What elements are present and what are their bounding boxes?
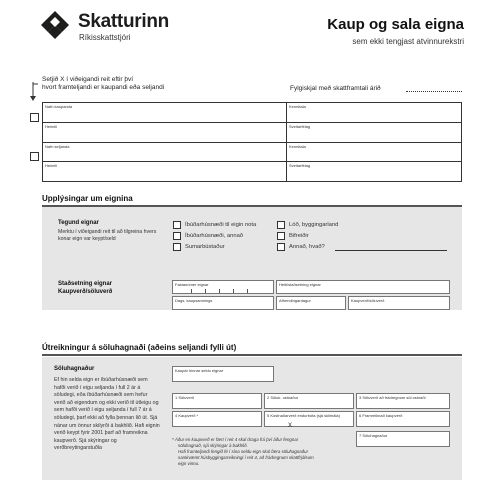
buyer-checkbox[interactable] (30, 113, 39, 122)
option-other-residence-label: Íbúðarhúsnæði, annað (185, 233, 244, 239)
buyer-kt-field[interactable] (287, 103, 461, 123)
location-subtitle: Kaupverð/söluverð (58, 289, 113, 295)
seller-postal-label: Sveitarfélag (289, 163, 311, 168)
x-mark: X (288, 423, 293, 429)
arrow-down-icon (29, 82, 39, 104)
seller-address-label: Heimili (45, 163, 57, 168)
dags-label: Dags. kaupsamnings (175, 298, 213, 303)
option-summer-house-label: Sumarbústaður (185, 244, 225, 250)
logo (38, 8, 72, 42)
parties-table (42, 102, 462, 182)
brand-name: Skatturinn (78, 11, 169, 32)
heiti-field[interactable] (276, 280, 450, 294)
buyer-name-field[interactable] (43, 103, 287, 123)
dags-field[interactable] (172, 296, 274, 310)
seller-name-field[interactable] (43, 143, 287, 162)
field-3-soluverd-net[interactable] (356, 393, 450, 409)
field-7-soluhagnadur[interactable] (356, 431, 450, 447)
option-own-residence-label: Íbúðarhúsnæði til eigin nota (185, 222, 257, 228)
asset-info-heading: Upplýsingar um eignina (42, 194, 133, 203)
afhending-label: Afhendingardagur (279, 298, 311, 303)
field-3-label: 3 Söluverð að frádregnum söl.ostnaði (359, 395, 426, 400)
footnote-line-1: * Áður en kaupverð er fært í reit 4 skal draga frá því áður fengnar (172, 437, 299, 442)
option-land-checkbox[interactable] (277, 221, 285, 229)
buyer-address-field[interactable] (43, 123, 287, 143)
heiti-label: Heiti/staðsetning eignar (279, 282, 321, 287)
seller-address-field[interactable] (43, 162, 287, 181)
instruction-line-1: Setjið X í viðeigandi reit eftir því (42, 76, 134, 83)
footnote-line-4: samkvæmt húsbyggingarreikningi í reit 4, að frádregnum skattfrjálsum (178, 455, 314, 460)
seller-kt-label: Kennitala (289, 144, 306, 149)
page-subtitle: sem ekki tengjast atvinnurekstri (352, 37, 464, 46)
attachment-year-line[interactable] (406, 91, 462, 92)
option-land-label: Lóð, byggingarland (289, 222, 339, 228)
buyer-kt-label: Kennitala (289, 104, 306, 109)
option-other-input-line[interactable] (335, 250, 447, 251)
fastanumer-tick-marks (191, 289, 261, 293)
kaupar-field[interactable] (172, 366, 274, 382)
option-summer-house-checkbox[interactable] (173, 243, 181, 251)
brand-subtitle: Ríkisskattstjóri (79, 33, 131, 42)
kaupverd-field[interactable] (348, 296, 450, 310)
gain-side-title: Söluhagnaður (54, 366, 95, 372)
gain-side-text: Ef hin selda eign er íbúðarhúsnæði sem hafði verið í eigu seljanda í full 2 ár á söludegi, eða íbúðarhúsnæði sem hefur verið að eigendum og ekki verið til útleigu og sem hafði verið í eigu seljanda í full 7 ár á söludegi, þarf ekki að fylla þennan lið út. Sjá nánar um önnur skilyrði á bakhlið. Hafi eignin verið keypt fyrir 2001 þarf að framreikna kaupverð. Sjá skýringar og verðbreytingarstuðla (54, 377, 160, 452)
seller-name-label: Nafn seljanda (45, 144, 70, 149)
field-6-framreiknad[interactable] (356, 411, 450, 427)
fastanumer-field[interactable] (172, 280, 274, 294)
field-6-label: 6 Framreiknað kaupverð (359, 413, 403, 418)
location-title: Staðsetning eignar (58, 281, 113, 287)
field-2-label: 2 Söluk. ostnaður (267, 395, 299, 400)
kaupar-label: Kaupár hinnar seldu eignar (175, 368, 224, 373)
field-5-label: 5 Kostnaðarverð endurbóta (sjá skilmála) (267, 413, 340, 418)
buyer-postal-field[interactable] (287, 123, 461, 143)
option-other-checkbox[interactable] (277, 243, 285, 251)
option-other-residence-checkbox[interactable] (173, 232, 181, 240)
buyer-address-label: Heimili (45, 124, 57, 129)
asset-type-desc: Merktu í viðeigandi reit til að tilgreina hvers konar eign var keypt/seld (58, 229, 157, 243)
buyer-postal-label: Sveitarfélag (289, 124, 311, 129)
option-vehicles-label: Bifreiðir (289, 233, 309, 239)
seller-postal-field[interactable] (287, 162, 461, 181)
buyer-name-label: Nafn kaupanda (45, 104, 73, 109)
field-2-solukostnadur[interactable] (264, 393, 354, 409)
page-title: Kaup og sala eigna (327, 16, 464, 33)
field-4-kaupverd[interactable] (172, 411, 262, 427)
seller-kt-field[interactable] (287, 143, 461, 162)
gain-heading: Útreikningur á söluhagnaði (aðeins seljandi fylli út) (42, 343, 237, 352)
fastanumer-label: Fastanúmer eignar (175, 282, 209, 287)
field-7-label: 7 Söluhagnaður (359, 433, 388, 438)
footnote-line-5: eign vinnu. (178, 461, 200, 466)
skatturinn-logo-icon (38, 8, 72, 42)
field-5-endurbaetur[interactable] (264, 411, 354, 427)
attachment-label: Fylgiskjal með skattframtali árið (290, 85, 381, 92)
option-vehicles-checkbox[interactable] (277, 232, 285, 240)
seller-checkbox[interactable] (30, 152, 39, 161)
field-1-label: 1 Söluverð (175, 395, 195, 400)
option-own-residence-checkbox[interactable] (173, 221, 181, 229)
option-other-label: Annað, hvað? (289, 244, 325, 250)
gain-rule (42, 354, 462, 356)
footnote-line-2: söluhagnað, sjá skýringar á bakhlið. (178, 443, 248, 448)
gain-footnotes (172, 437, 352, 467)
afhending-field[interactable] (276, 296, 346, 310)
footnote-line-3: Hafi framteljandi fengið fé í sína seldu eign skal færa söluhagnaður (178, 449, 309, 454)
field-1-soluverd[interactable] (172, 393, 262, 409)
field-4-label: 4 Kaupverð * (175, 413, 199, 418)
kaupverd-label: Kaupverð/söluverð (351, 298, 385, 303)
instruction-line-2: hvort framteljandi er kaupandi eða seljandi (42, 84, 165, 91)
asset-type-title: Tegund eignar (58, 220, 99, 226)
